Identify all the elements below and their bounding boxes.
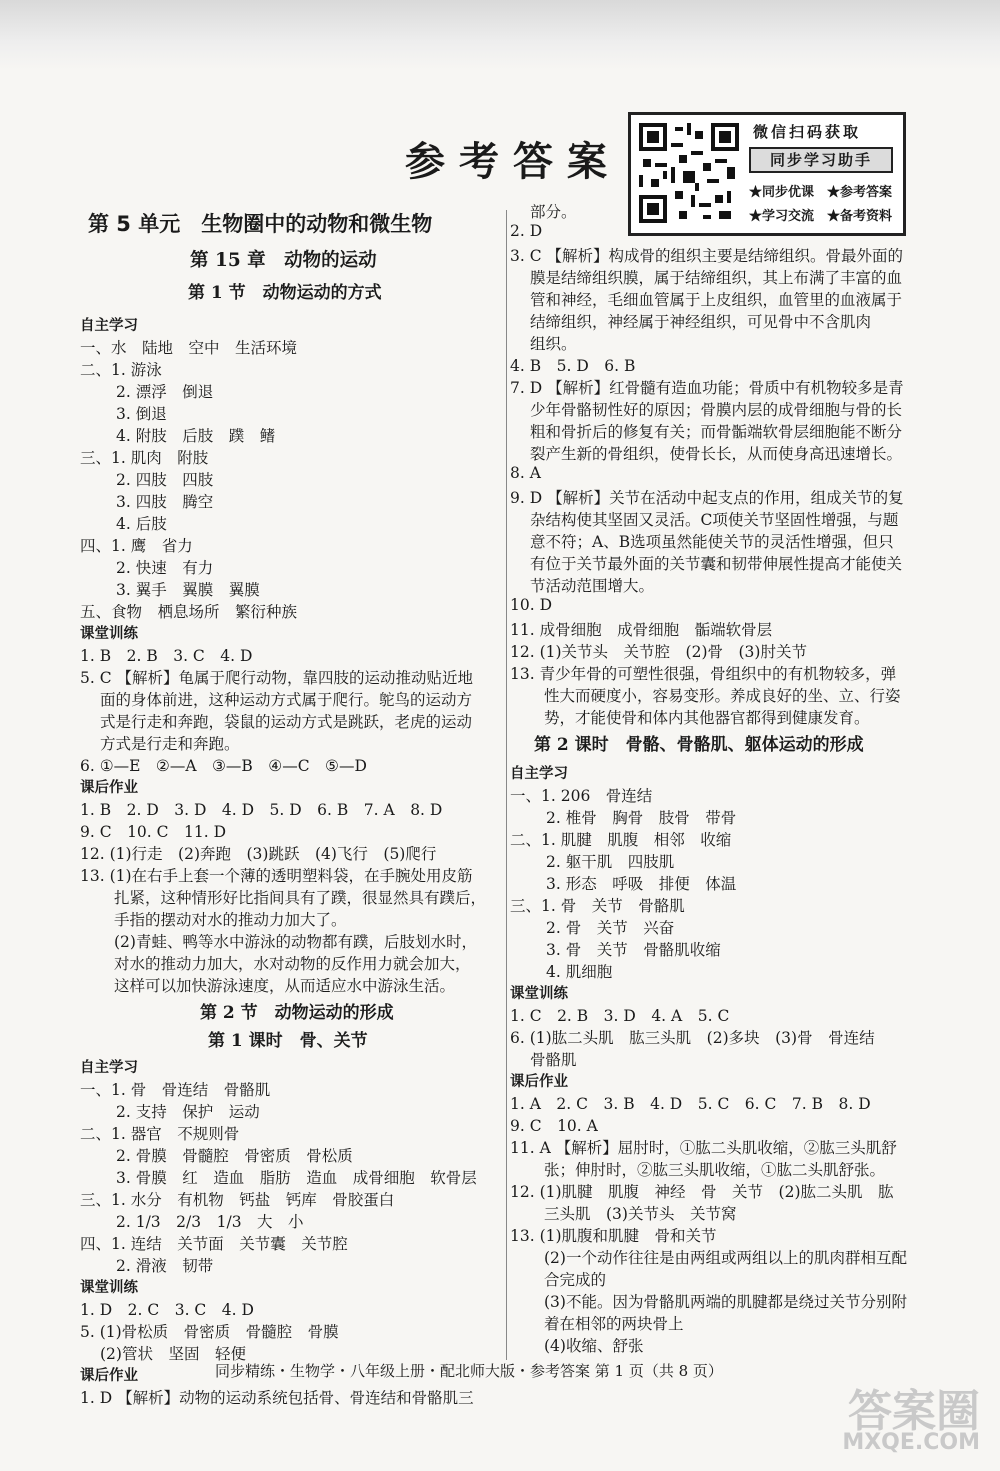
answer-line: 合完成的 bbox=[544, 1271, 607, 1289]
section-label: 自主学习 bbox=[80, 318, 138, 334]
answer-line: 方式是行走和奔跑。 bbox=[100, 735, 240, 753]
answer-line: 9. C 10. C 11. D bbox=[80, 823, 227, 841]
answer-line: (2)青蛙、鸭等水中游泳的动物都有蹼，后肢划水时， bbox=[114, 933, 477, 951]
answer-line: 面的身体前进，这种运动方式属于爬行。鸵鸟的运动方 bbox=[100, 691, 473, 709]
heading: 第 1 节 动物运动的方式 bbox=[188, 283, 382, 303]
answer-line: 三、1. 水分 有机物 钙盐 钙库 骨胶蛋白 bbox=[80, 1191, 395, 1209]
qr-promo-box[interactable] bbox=[628, 112, 906, 236]
qr-feature: ★学习交流 bbox=[749, 209, 815, 224]
answer-line: 5. C 【解析】龟属于爬行动物，靠四肢的运动推动贴近地 bbox=[80, 669, 474, 687]
answer-line: 意不符；A、B选项虽然能使关节的灵活性增强，但只 bbox=[530, 533, 894, 551]
watermark-url: MXQE.COM bbox=[842, 1430, 980, 1455]
heading: 第 2 节 动物运动的形成 bbox=[200, 1003, 394, 1023]
qr-feature: ★备考资料 bbox=[827, 209, 893, 224]
answer-line: 三、1. 骨 关节 骨骼肌 bbox=[510, 897, 685, 915]
answer-line: 4. 附肢 后肢 蹼 鳍 bbox=[116, 427, 276, 445]
answer-line: 1. C 2. B 3. D 4. A 5. C bbox=[510, 1007, 730, 1025]
section-label: 课堂训练 bbox=[510, 986, 568, 1002]
page-title: 参考答案 bbox=[405, 138, 621, 185]
answer-line: 2. 1/3 2/3 1/3 大 小 bbox=[116, 1213, 304, 1231]
answer-line: (3)不能。因为骨骼肌两端的肌腱都是绕过关节分别附 bbox=[544, 1293, 907, 1311]
answer-line: (2)一个动作往往是由两组或两组以上的肌肉群相互配 bbox=[544, 1249, 907, 1267]
section-label: 课堂训练 bbox=[80, 1280, 138, 1296]
answer-line: 性大而硬度小，容易变形。养成良好的坐、立、行姿 bbox=[544, 687, 901, 705]
answer-line: 一、1. 骨 骨连结 骨骼肌 bbox=[80, 1081, 271, 1099]
answer-line: 2. 快速 有力 bbox=[116, 559, 214, 577]
answer-line: (2)管状 坚固 轻便 bbox=[100, 1345, 246, 1363]
answer-line: 2. 漂浮 倒退 bbox=[116, 383, 214, 401]
heading: 第 2 课时 骨骼、骨骼肌、躯体运动的形成 bbox=[534, 735, 864, 755]
answer-line: 12. (1)关节头 关节腔 (2)骨 (3)肘关节 bbox=[510, 643, 807, 661]
answer-line: 2. 骨膜 骨髓腔 骨密质 骨松质 bbox=[116, 1147, 353, 1165]
answer-line: 组织。 bbox=[530, 335, 577, 353]
answer-line: 四、1. 鹰 省力 bbox=[80, 537, 193, 555]
answer-line: 2. D bbox=[510, 222, 543, 240]
answer-line: 9. C 10. A bbox=[510, 1117, 598, 1135]
answer-line: 三头肌 (3)关节头 关节窝 bbox=[544, 1205, 737, 1223]
answer-line: 13. (1)肌腹和肌腱 骨和关节 bbox=[510, 1227, 717, 1245]
answer-line: 手指的摆动对水的推动力加大了。 bbox=[114, 911, 347, 929]
answer-line: 3. 形态 呼吸 排便 体温 bbox=[546, 875, 737, 893]
section-label: 课后作业 bbox=[80, 780, 138, 796]
answer-line: 裂产生新的骨组织，使骨长长，从而使身高迅速增长。 bbox=[530, 445, 903, 463]
answer-line: 3. 翼手 翼膜 翼膜 bbox=[116, 581, 260, 599]
page-footer: 同步精练・生物学・八年级上册・配北师大版・参考答案 第 1 页（共 8 页） bbox=[215, 1362, 723, 1380]
watermark-logo: 答案圈 bbox=[848, 1386, 980, 1437]
answer-line: 2. 骨 关节 兴奋 bbox=[546, 919, 675, 937]
answer-line: 10. D bbox=[510, 596, 553, 614]
answer-line: 这样可以加快游泳速度，从而适应水中游泳生活。 bbox=[114, 977, 456, 995]
heading: 第 15 章 动物的运动 bbox=[190, 250, 377, 271]
qr-feature: ★同步优课 bbox=[749, 185, 815, 200]
answer-line: 1. B 2. D 3. D 4. D 5. D 6. B 7. A 8. D bbox=[80, 801, 443, 819]
answer-line: 1. D 【解析】动物的运动系统包括骨、骨连结和骨骼肌三 bbox=[80, 1389, 474, 1407]
answer-line: 张；伸肘时，②肱三头肌收缩，①肱二头肌舒张。 bbox=[544, 1161, 886, 1179]
answer-line: 二、1. 器官 不规则骨 bbox=[80, 1125, 240, 1143]
answer-line: 2. 四肢 四肢 bbox=[116, 471, 214, 489]
answer-line: 杂结构使其坚固又灵活。C项使关节坚固性增强，与题 bbox=[530, 511, 899, 529]
answer-line: 5. (1)骨松质 骨密质 骨髓腔 骨膜 bbox=[80, 1323, 339, 1341]
answer-line: 一、1. 206 骨连结 bbox=[510, 787, 653, 805]
section-label: 课堂训练 bbox=[80, 626, 138, 642]
qr-badge: 同步学习助手 bbox=[749, 147, 893, 173]
answer-line: 12. (1)行走 (2)奔跑 (3)跳跃 (4)飞行 (5)爬行 bbox=[80, 845, 437, 863]
answer-line: 6. (1)肱二头肌 肱三头肌 (2)多块 (3)骨 骨连结 bbox=[510, 1029, 875, 1047]
answer-line: 3. 骨膜 红 造血 脂肪 造血 成骨细胞 软骨层 bbox=[116, 1169, 477, 1187]
answer-line: 4. 肌细胞 bbox=[546, 963, 613, 981]
answer-line: 6. ①—E ②—A ③—B ④—C ⑤—D bbox=[80, 757, 367, 775]
answer-line: 少年骨骼韧性好的原因；骨膜内层的成骨细胞与骨的长 bbox=[530, 401, 903, 419]
answer-line: 1. D 2. C 3. C 4. D bbox=[80, 1301, 254, 1319]
section-label: 自主学习 bbox=[80, 1060, 138, 1076]
answer-line: 12. (1)肌腱 肌腹 神经 骨 关节 (2)肱二头肌 肱 bbox=[510, 1183, 894, 1201]
answer-line: 粗和骨折后的修复有关；而骨骺端软骨层细胞能不断分 bbox=[530, 423, 903, 441]
section-label: 自主学习 bbox=[510, 766, 568, 782]
answer-line: 13. 青少年骨的可塑性很强，骨组织中的有机物较多，弹 bbox=[510, 665, 897, 683]
answer-line: 1. A 2. C 3. B 4. D 5. C 6. C 7. B 8. D bbox=[510, 1095, 871, 1113]
answer-line: 势，才能使骨和体内其他器官都得到健康发育。 bbox=[544, 709, 870, 727]
answer-line: 2. 躯干肌 四肢肌 bbox=[546, 853, 675, 871]
answer-line: 膜是结缔组织膜，属于结缔组织，其上布满了丰富的血 bbox=[530, 269, 903, 287]
answer-line: 4. B 5. D 6. B bbox=[510, 357, 636, 375]
column-divider bbox=[506, 210, 507, 1360]
answer-line: 三、1. 肌肉 附肢 bbox=[80, 449, 209, 467]
answer-line: 结缔组织，神经属于神经组织，可见骨中不含肌肉 bbox=[530, 313, 872, 331]
answer-line: 7. D 【解析】红骨髓有造血功能；骨质中有机物较多是青 bbox=[510, 379, 904, 397]
answer-line: 扎紧，这种情形好比指间具有了蹼，很显然具有蹼后， bbox=[114, 889, 487, 907]
answer-line: 2. 滑液 韧带 bbox=[116, 1257, 214, 1275]
answer-line: 二、1. 肌腱 肌腹 相邻 收缩 bbox=[510, 831, 732, 849]
answer-line: 1. B 2. B 3. C 4. D bbox=[80, 647, 253, 665]
answer-line: 管和神经，毛细血管属于上皮组织，血管里的血液属于 bbox=[530, 291, 903, 309]
qr-feature: ★参考答案 bbox=[827, 185, 893, 200]
answer-line: 2. 支持 保护 运动 bbox=[116, 1103, 260, 1121]
answer-line: 2. 椎骨 胸骨 肢骨 带骨 bbox=[546, 809, 737, 827]
qr-code-icon[interactable] bbox=[639, 123, 739, 223]
heading: 第 1 课时 骨、关节 bbox=[208, 1031, 368, 1051]
answer-line: (4)收缩、舒张 bbox=[544, 1337, 644, 1355]
answer-line: 9. D 【解析】关节在活动中起支点的作用，组成关节的复 bbox=[510, 489, 904, 507]
answer-line: 11. A 【解析】屈肘时，①肱二头肌收缩，②肱三头肌舒 bbox=[510, 1139, 897, 1157]
answer-line: 五、食物 栖息场所 繁衍种族 bbox=[80, 603, 298, 621]
answer-line: 式是行走和奔跑，袋鼠的运动方式是跳跃，老虎的运动 bbox=[100, 713, 473, 731]
answer-line: 有位于关节最外面的关节囊和韧带伸展性提高才能使关 bbox=[530, 555, 903, 573]
answer-line: 节活动范围增大。 bbox=[530, 577, 655, 595]
answer-line: 3. 骨 关节 骨骼肌收缩 bbox=[546, 941, 721, 959]
qr-caption: 微信扫码获取 bbox=[753, 123, 862, 141]
section-label: 课后作业 bbox=[80, 1368, 138, 1384]
answer-line: 13. (1)在右手上套一个薄的透明塑料袋，在手腕处用皮筋 bbox=[80, 867, 473, 885]
answer-line: 8. A bbox=[510, 464, 541, 482]
answer-line: 4. 后肢 bbox=[116, 515, 167, 533]
answer-line: 骨骼肌 bbox=[530, 1051, 577, 1069]
answer-line: 部分。 bbox=[530, 203, 577, 221]
answer-line: 3. 四肢 腾空 bbox=[116, 493, 214, 511]
answer-line: 3. 倒退 bbox=[116, 405, 167, 423]
answer-line: 11. 成骨细胞 成骨细胞 骺端软骨层 bbox=[510, 621, 773, 639]
answer-line: 3. C 【解析】构成骨的组织主要是结缔组织。骨最外面的 bbox=[510, 247, 904, 265]
answer-line: 四、1. 连结 关节面 关节囊 关节腔 bbox=[80, 1235, 348, 1253]
heading: 第 5 单元 生物圈中的动物和微生物 bbox=[88, 212, 433, 236]
answer-line: 对水的推动力加大，水对动物的反作用力就会加大， bbox=[114, 955, 471, 973]
section-label: 课后作业 bbox=[510, 1074, 568, 1090]
answer-line: 一、水 陆地 空中 生活环境 bbox=[80, 339, 298, 357]
answer-line: 着在相邻的两块骨上 bbox=[544, 1315, 684, 1333]
answer-line: 二、1. 游泳 bbox=[80, 361, 162, 379]
scan-edge bbox=[0, 0, 1000, 70]
